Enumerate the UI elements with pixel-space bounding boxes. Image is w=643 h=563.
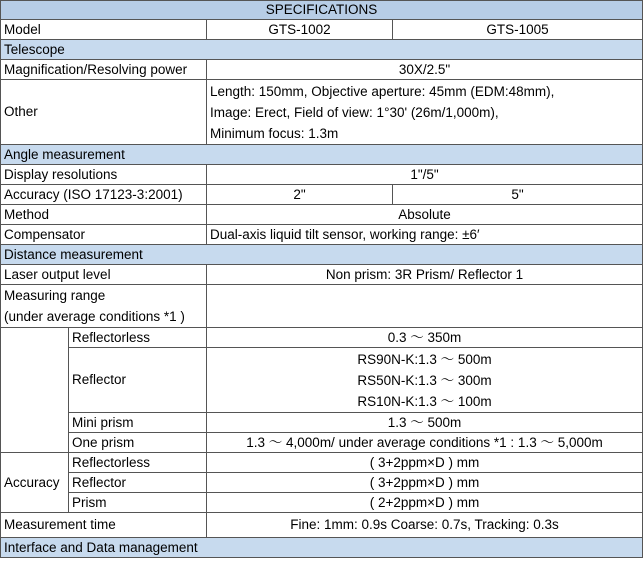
accuracy-reflectorless-value: ( 3+2ppm×D ) mm [207,453,643,473]
section-telescope: Telescope [1,40,643,60]
magnification-label: Magnification/Resolving power [1,60,207,80]
table-title: SPECIFICATIONS [1,1,643,20]
range-one-prism-label: One prism [69,433,207,453]
model-label: Model [1,20,207,40]
measuring-range-value [207,285,643,328]
laser-output-label: Laser output level [1,265,207,285]
range-reflectorless-label: Reflectorless [69,328,207,348]
telescope-other-value [207,80,643,145]
section-angle-measurement: Angle measurement [1,145,643,165]
method-value: Absolute [207,205,643,225]
range-reflector-value [207,348,643,413]
accuracy-prism-value: ( 2+2ppm×D ) mm [207,493,643,513]
compensator-value: Dual-axis liquid tilt sensor, working range: ±6′ [207,225,643,245]
model-gts-1002: GTS-1002 [207,20,393,40]
method-label: Method [1,205,207,225]
model-gts-1005: GTS-1005 [393,20,643,40]
measurement-time-label: Measurement time [1,513,207,538]
section-distance-measurement: Distance measurement [1,245,643,265]
range-reflector-line: RS50N-K:1.3 ～ 300m [357,372,492,388]
accuracy-label: Accuracy [1,453,69,513]
measuring-range-label-line: Measuring range [4,288,106,303]
measuring-range-spacer [1,328,69,453]
accuracy-reflector-label: Reflector [69,473,207,493]
range-mini-prism-value: 1.3 ～ 500m [207,413,643,433]
angle-accuracy-gts-1002: 2" [207,185,393,205]
telescope-other-line: Minimum focus: 1.3m [210,125,339,141]
accuracy-reflector-value: ( 3+2ppm×D ) mm [207,473,643,493]
angle-accuracy-label: Accuracy (ISO 17123-3:2001) [1,185,207,205]
range-reflectorless-value: 0.3 ～ 350m [207,328,643,348]
range-mini-prism-label: Mini prism [69,413,207,433]
range-reflector-line: RS90N-K:1.3 ～ 500m [357,351,492,367]
angle-accuracy-gts-1005: 5" [393,185,643,205]
telescope-other-label: Other [1,80,207,145]
measurement-time-value: Fine: 1mm: 0.9s Coarse: 0.7s, Tracking: 0.3s [207,513,643,538]
accuracy-prism-label: Prism [69,493,207,513]
telescope-other-line: Length: 150mm, Objective aperture: 45mm (EDM:48mm), [210,83,555,99]
range-reflector-label: Reflector [69,348,207,413]
measuring-range-label [1,285,207,328]
section-interface-data-management: Interface and Data management [1,538,643,558]
display-resolutions-value: 1"/5" [207,165,643,185]
range-one-prism-value: 1.3 ～ 4,000m/ under average conditions *1 : 1.3 ～ 5,000m [207,433,643,453]
telescope-other-line: Image: Erect, Field of view: 1°30' (26m/1,000m), [210,104,499,120]
laser-output-value: Non prism: 3R Prism/ Reflector 1 [207,265,643,285]
measuring-range-label-line: (under average conditions *1 ) [4,309,185,324]
range-reflector-line: RS10N-K:1.3 ～ 100m [357,393,492,409]
accuracy-reflectorless-label: Reflectorless [69,453,207,473]
display-resolutions-label: Display resolutions [1,165,207,185]
magnification-value: 30X/2.5" [207,60,643,80]
compensator-label: Compensator [1,225,207,245]
